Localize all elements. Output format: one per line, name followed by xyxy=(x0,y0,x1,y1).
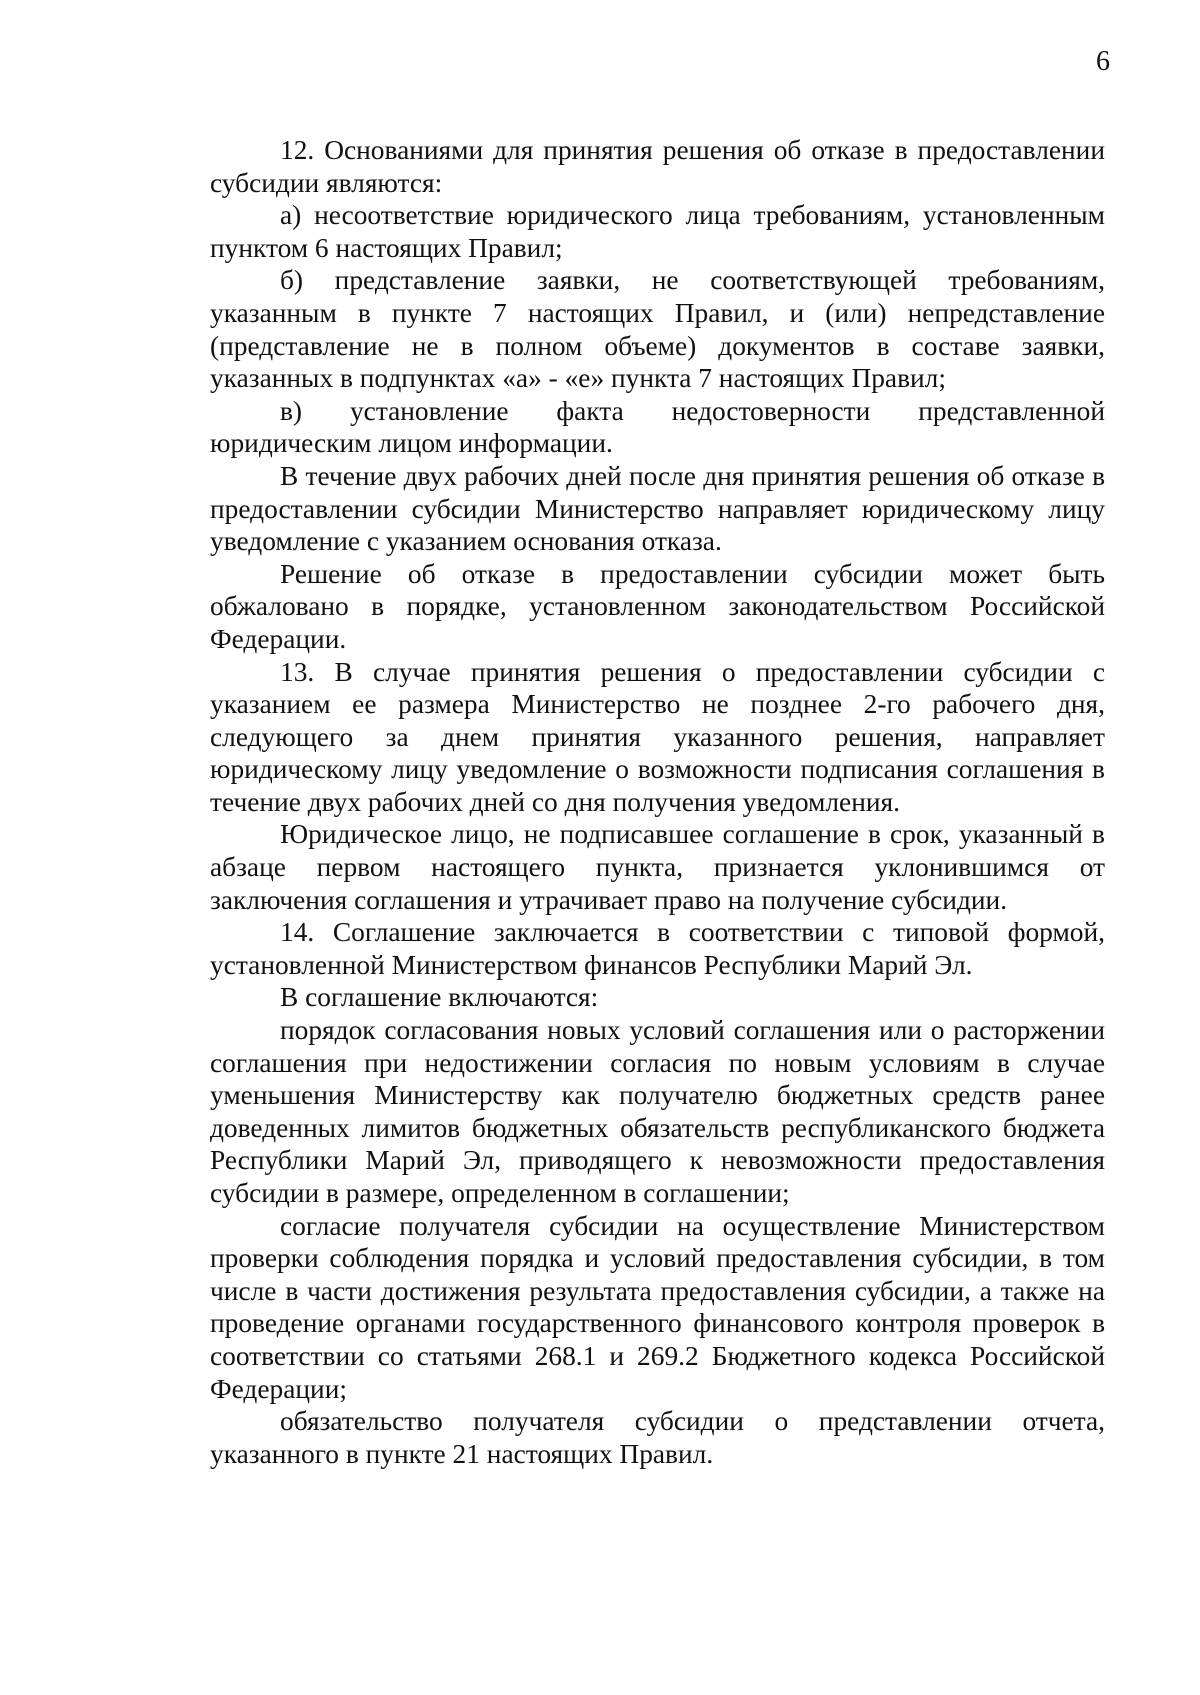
paragraph-14-item-consent: согласие получателя субсидии на осуществление Министерством проверки соблюдения порядка и условий предоставления субсидии, в том числе в части достижения результата предоставления субсидии, а также на проведение органами государственного финансового контроля проверок в соответствии со статьями 268.1 и 269.2 Бюджетного кодекса Российской Федерации; xyxy=(210,1210,1105,1404)
paragraph-12-a: а) несоответствие юридического лица требованиям, установленным пунктом 6 настоящих Правил; xyxy=(210,200,1105,263)
document-body xyxy=(210,134,1105,1470)
paragraph-12-v: в) установление факта недостоверности представленной юридическим лицом информации. xyxy=(210,395,1105,459)
page-number: 6 xyxy=(1096,46,1110,77)
paragraph-appeal: Решение об отказе в предоставлении субсидии может быть обжаловано в порядке, установленном законодательством Российской Федерации. xyxy=(210,558,1105,654)
paragraph-refusal-notice: В течение двух рабочих дней после дня принятия решения об отказе в предоставлении субсидии Министерство направляет юридическому лицу уведомление с указанием основания отказа. xyxy=(210,460,1105,557)
paragraph-14: 14. Соглашение заключается в соответствии с типовой формой, установленной Министерством финансов Республики Марий Эл. xyxy=(210,917,1105,980)
paragraph-12-b: б) представление заявки, не соответствующей требованиям, указанным в пункте 7 настоящих Правил, и (или) непредставление (представление не в полном объеме) документов в составе заявки, указанных в подпунктах «а» - «е» пункта 7 настоящих Правил; xyxy=(210,265,1105,394)
paragraph-13-evasion: Юридическое лицо, не подписавшее соглашение в срок, указанный в абзаце первом настоящего пункта, признается уклонившимся от заключения соглашения и утрачивает право на получение субсидии. xyxy=(210,819,1105,915)
paragraph-14-item-procedure: порядок согласования новых условий соглашения или о расторжении соглашения при недостижении согласия по новым условиям в случае уменьшения Министерству как получателю бюджетных средств ранее доведенных лимитов бюджетных обязательств республиканского бюджета Республики Марий Эл, приводящего к невозможности предоставления субсидии в размере, определенном в соглашении; xyxy=(210,1015,1105,1208)
paragraph-14-item-report: обязательство получателя субсидии о представлении отчета, указанного в пункте 21 настоящих Правил. xyxy=(210,1406,1105,1469)
paragraph-14-includes: В соглашение включаются: xyxy=(280,982,599,1013)
paragraph-12-intro: 12. Основаниями для принятия решения об отказе в предоставлении субсидии являются: xyxy=(210,135,1105,198)
paragraph-13: 13. В случае принятия решения о предоставлении субсидии с указанием ее размера Министерство не позднее 2-го рабочего дня, следующего за днем принятия указанного решения, направляет юридическому лицу уведомление о возможности подписания соглашения в течение двух рабочих дней со дня получения уведомления. xyxy=(210,656,1105,817)
